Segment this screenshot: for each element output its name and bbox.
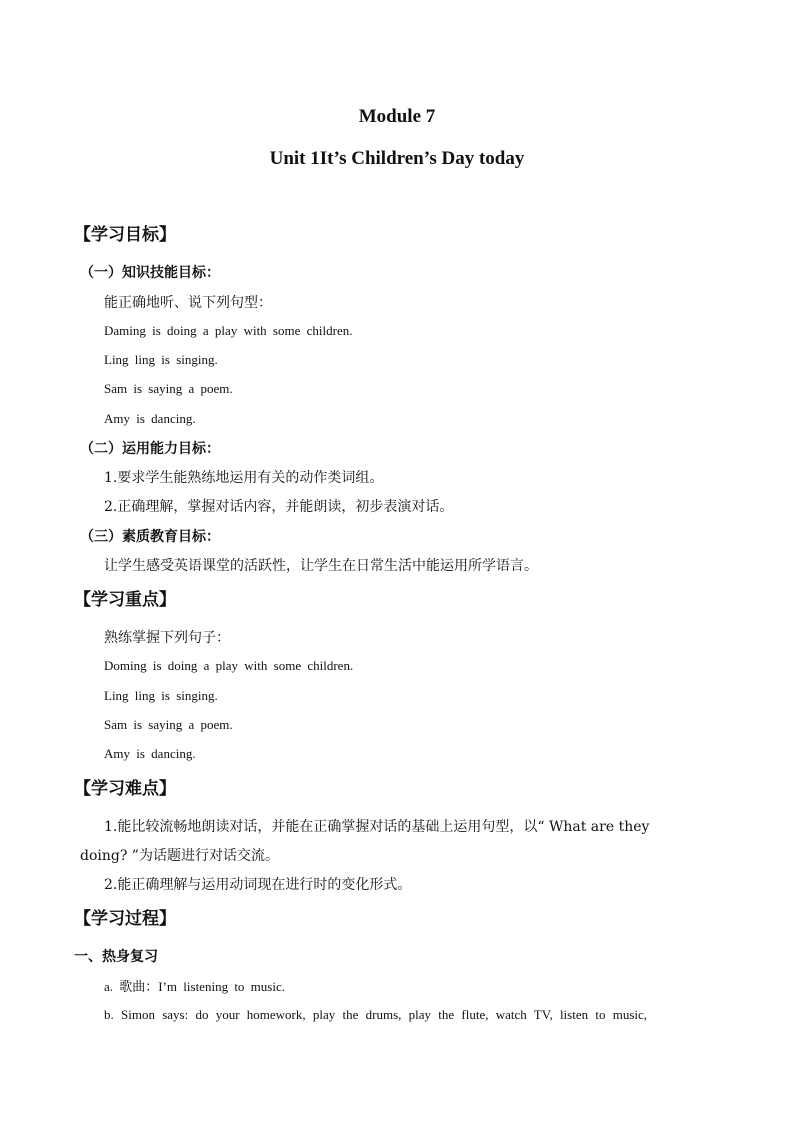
focus-intro: 熟练掌握下列句子：	[104, 630, 230, 646]
module-title: Module 7	[358, 106, 436, 127]
knowledge-sentence: Sam is saying a poem.	[104, 381, 233, 396]
knowledge-sentence: Amy is dancing.	[104, 411, 196, 426]
focus-heading: 【学习重点】	[74, 590, 176, 610]
knowledge-sentence: Daming is doing a play with some children.	[104, 323, 353, 338]
unit-title: Unit 1It’s Children’s Day today	[269, 148, 525, 169]
ability-item: 1.要求学生能熟练地运用有关的动作类词组。	[104, 470, 384, 486]
focus-sentence: Amy is dancing.	[104, 746, 196, 761]
warmup-item-a: a. 歌曲：I’m listening to music.	[104, 979, 285, 994]
warmup-heading: 一、热身复习	[74, 949, 158, 965]
difficulty-item-1-line-1: 1.能比较流畅地朗读对话，并能在正确掌握对话的基础上运用句型，以“ What are they	[104, 819, 650, 835]
difficulty-item-1-line-2: doing? ”为话题进行对话交流。	[80, 848, 279, 864]
ability-heading: （二）运用能力目标：	[80, 441, 220, 457]
knowledge-intro: 能正确地听、说下列句型：	[104, 295, 272, 311]
process-heading: 【学习过程】	[74, 909, 176, 929]
difficulty-item-2: 2.能正确理解与运用动词现在进行时的变化形式。	[104, 877, 412, 893]
knowledge-heading: （一）知识技能目标：	[80, 265, 220, 281]
focus-sentence: Doming is doing a play with some children.	[104, 658, 354, 673]
goals-heading: 【学习目标】	[74, 225, 176, 245]
quality-text: 让学生感受英语课堂的活跃性，让学生在日常生活中能运用所学语言。	[104, 558, 538, 574]
quality-heading: （三）素质教育目标：	[80, 529, 220, 545]
knowledge-sentence: Ling ling is singing.	[104, 352, 218, 367]
focus-sentence: Sam is saying a poem.	[104, 717, 233, 732]
ability-item: 2.正确理解，掌握对话内容，并能朗读，初步表演对话。	[104, 499, 454, 515]
difficulty-heading: 【学习难点】	[74, 779, 176, 799]
focus-sentence: Ling ling is singing.	[104, 688, 218, 703]
warmup-item-b: b. Simon says: do your homework, play the drums, play the flute, watch TV, listen to music,	[104, 1007, 648, 1022]
